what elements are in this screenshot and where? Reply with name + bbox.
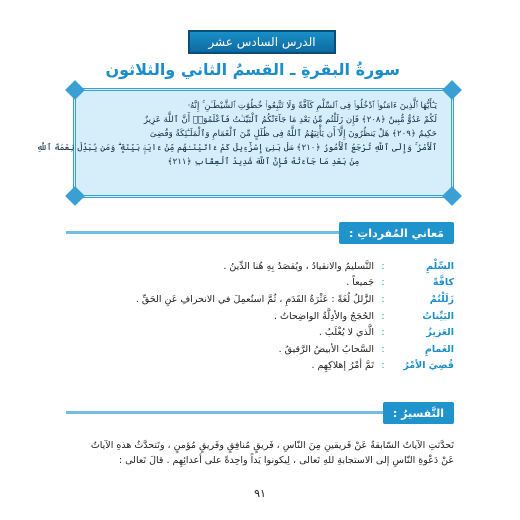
page-number: ٩١ — [254, 487, 266, 500]
tafsir-section-header — [66, 402, 454, 424]
vocab-colon: : — [381, 327, 385, 339]
frame-corner-ornament — [442, 80, 462, 100]
vocab-row — [54, 275, 454, 292]
frame-corner-ornament — [65, 186, 85, 206]
vocab-section-label: مَعاني المُفرداتِ : — [339, 222, 454, 244]
vocab-definition: الحُجَجُ والأدِلَّةُ الواضِحاتُ . — [274, 310, 374, 322]
vocab-word: كافَّةً — [432, 277, 454, 289]
lesson-title: الدرس السادس عشر — [208, 35, 316, 49]
vocab-row — [54, 324, 454, 341]
vocab-word: العَزيزُ — [426, 327, 454, 339]
vocab-word: السِّلْمِ — [426, 260, 454, 272]
verse-line: مِنۢ بَعْدِ مَا جَآءَتْهُ فَإِنَّ ٱللَّهَ شَدِيدُ ٱلْعِقَابِ ﴿٢١١﴾ — [167, 157, 360, 167]
vocab-row — [54, 291, 454, 308]
vocab-word: البَيِّناتُ — [422, 310, 454, 322]
vocab-definition: التَّسليمُ والانقيادُ ، ويُقصَدُ بِهِ هُنا الدِّينُ . — [223, 260, 374, 272]
frame-corner-ornament — [442, 186, 462, 206]
vocab-row — [54, 308, 454, 325]
verse-text — [36, 99, 437, 169]
vocab-list — [54, 258, 454, 374]
vocab-definition: الَّذي لا يُغْلَبُ . — [318, 327, 374, 339]
verse-line: حَكِيمٌ ﴿٢٠٩﴾ هَلْ يَنظُرُونَ إِلَّآ أَن يَأْتِيَهُمُ ٱللَّهُ فِى ظُلَلٍ مِّنَ ٱلْغَمَامِ وَٱلْمَلَـٰٓئِكَةُ وَقُضِىَ — [149, 129, 437, 139]
vocab-colon: : — [381, 260, 385, 272]
vocab-section-header — [66, 222, 454, 244]
tafsir-text — [54, 438, 454, 468]
vocab-colon: : — [381, 293, 385, 305]
verse-line: لَكُمْ عَدُوٌّ مُّبِينٌ ﴿٢٠٨﴾ فَإِن زَلَلْتُم مِّنۢ بَعْدِ مَا جَآءَتْكُمُ ٱلْبَيِّنَـٰتُ فَٱعْلَمُوٓا۟ أَنَّ ٱللَّهَ عَزِيزٌ — [143, 115, 437, 125]
vocab-row — [54, 258, 454, 275]
vocab-row — [54, 358, 454, 375]
tafsir-line: تَحدَّثتِ الآياتُ السّابقةُ عَنْ فَريقينِ مِنَ النّاسِ ، فَريقٍ مُنافِقٍ وفَريقٍ مُؤمنٍ ، وتَتحدَّثُ هذهِ الآياتُ — [90, 440, 454, 451]
verse-line: يَـٰٓأَيُّهَا ٱلَّذِينَ ءَامَنُوا۟ ٱدْخُلُوا۟ فِى ٱلسِّلْمِ كَآفَّةً وَلَا تَتَّبِعُوا۟ خُطُوَٰتِ ٱلشَّيْطَـٰنِ ۚ إِنَّهُۥ — [187, 101, 437, 111]
vocab-word: قُضِيَ الأمْرُ — [403, 360, 454, 372]
vocab-word: الغَمامِ — [424, 343, 454, 355]
surah-title: سورةُ البقرةِ ـ القسمُ الثاني والثلاثون — [105, 60, 400, 79]
vocab-colon: : — [381, 360, 385, 372]
vocab-definition: تَمَّ أمْرُ إهلاكِهِم . — [311, 360, 374, 372]
vocab-word: زَلَلْتُمْ — [429, 293, 454, 305]
vocab-definition: جَميعاً . — [346, 277, 374, 289]
tafsir-section-label: التَّفسيرُ : — [383, 402, 454, 424]
verse-line: ٱلْأَمْرُ ۚ وَإِلَى ٱللَّهِ تُرْجَعُ ٱلْأُمُورُ ﴿٢١٠﴾ سَلْ بَنِىٓ إِسْرَٰٓءِيلَ كَمْ ءَاتَيْنَـٰهُم مِّنْ ءَايَةٍۭ بَيِّنَةٍ ۗ وَمَن يُبَدِّلْ نِعْمَةَ ٱللَّهِ — [36, 143, 437, 153]
tafsir-line: عَنْ دَعْوةِ النّاسِ إلى الاستجابةِ للهِ تَعالى ، لِيكونوا يَداً واحِدةً على أعدائِهِم . قالَ تَعالى : — [118, 455, 454, 466]
verse-frame — [36, 88, 454, 198]
vocab-definition: السَّحابُ الأبيضُ الرَّقيقُ . — [278, 343, 374, 355]
frame-corner-ornament — [65, 80, 85, 100]
lesson-title-banner — [188, 30, 336, 54]
vocab-row — [54, 341, 454, 358]
vocab-colon: : — [381, 310, 385, 322]
vocab-colon: : — [381, 343, 385, 355]
vocab-definition: الزَّللُ لُغَةً : عَثْرَةُ القَدَمِ ، ثُمَّ استُعمِلَ في الانحرافِ عَنِ الحَقِّ . — [135, 293, 374, 305]
vocab-colon: : — [381, 277, 385, 289]
